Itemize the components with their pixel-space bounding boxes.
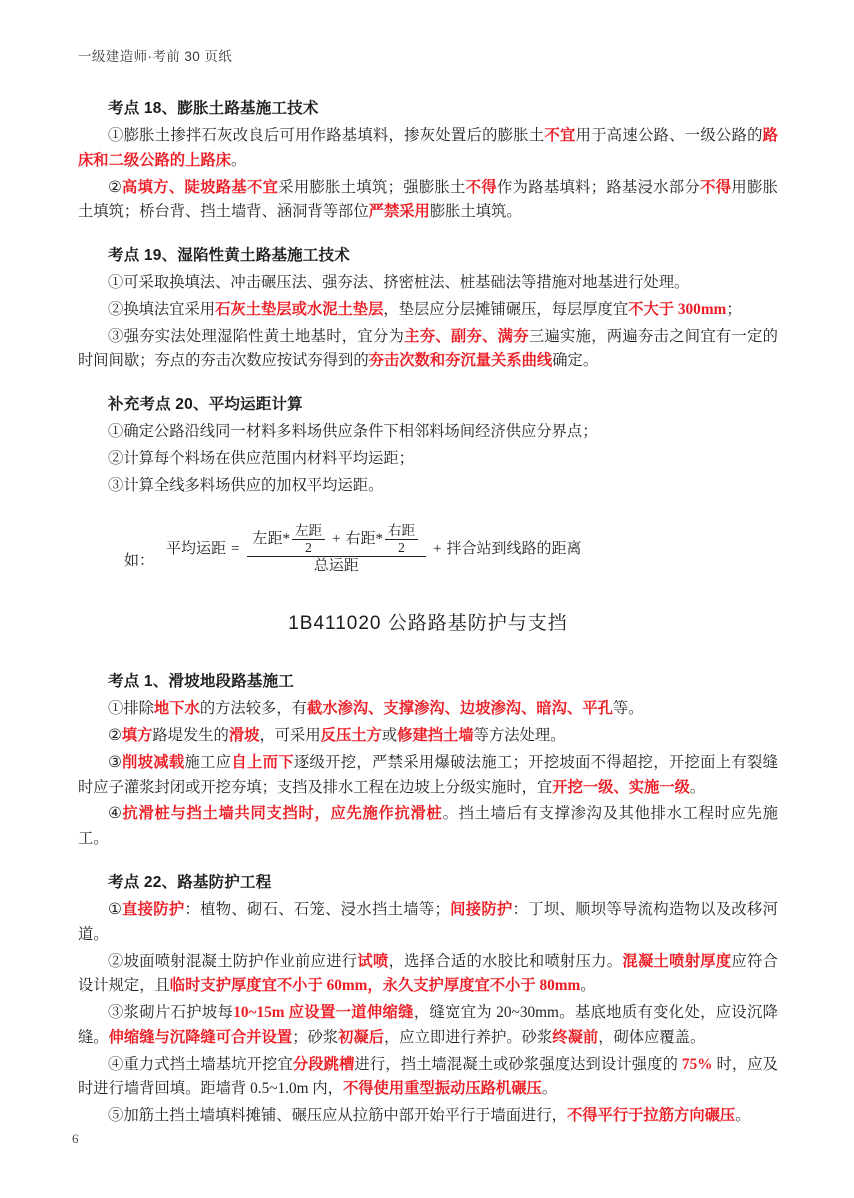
section-item	[78, 950, 778, 1000]
fraction-numerator	[247, 524, 427, 556]
emphasis-text: 严禁采用	[368, 203, 430, 221]
body-text: ，垫层应分层摊铺碾压，每层厚度宜	[383, 300, 629, 318]
item-marker: ③	[108, 1004, 124, 1022]
emphasis-text: 高填方、陡坡路基不宜	[122, 178, 279, 196]
emphasis-text: 直接防护	[122, 901, 185, 919]
running-header: 一级建造师·考前 30 页纸	[78, 49, 233, 64]
section-item	[78, 447, 778, 472]
emphasis-text: 地下水	[153, 700, 200, 718]
emphasis-text: 夯击次数和夯沉量关系曲线	[368, 352, 553, 370]
emphasis-text: 试喷	[357, 952, 389, 970]
body-text: 计算每个料场在供应范围内材料平均运距；	[123, 449, 414, 467]
emphasis-text: 不得	[700, 178, 732, 196]
section-block	[78, 669, 778, 852]
section-item	[78, 271, 778, 296]
item-marker: ④	[108, 805, 123, 823]
item-marker: ②	[108, 300, 124, 318]
body-text: 。	[689, 778, 706, 796]
emphasis-text: 抗滑桩与挡土墙共同支挡时，应先施作抗滑桩	[122, 805, 443, 823]
sections-group-one	[78, 96, 778, 498]
emphasis-text: 伸缩缝与沉降缝可合并设置	[108, 1028, 293, 1046]
emphasis-text: 路床和二级公路的上路床	[78, 127, 778, 169]
body-text: 。	[541, 1080, 558, 1098]
formula-tail-op: +	[433, 540, 442, 557]
body-text: 或	[381, 727, 398, 745]
body-text: 路堤发生的	[152, 727, 229, 745]
emphasis-text: 混凝土喷射厚度	[622, 952, 732, 970]
section-item	[78, 724, 778, 749]
body-text: 加筋土挡土墙填料摊铺、碾压应从拉筋中部开始平行于墙面进行，	[123, 1107, 567, 1125]
formula-lhs: 平均运距	[166, 540, 227, 557]
section-item	[78, 697, 778, 722]
page-content	[78, 96, 778, 1147]
emphasis-text: 不得	[465, 178, 498, 196]
section-item	[78, 802, 778, 852]
body-text: 三遍实施，两遍夯击之间宜有一定的时间间歇；夯点的夯击次数应按试夯得到的	[78, 327, 778, 370]
body-text: 的方法较多，有	[199, 700, 307, 718]
term1-inner-num: 左距	[295, 523, 323, 539]
section-item	[78, 751, 778, 801]
item-marker: ③	[108, 753, 123, 771]
term2-star: *	[375, 530, 383, 547]
numerator-plus: +	[332, 530, 341, 547]
term2-factor: 右距	[345, 530, 376, 547]
body-text: 排除	[123, 700, 154, 718]
emphasis-text: 临时支护厚度宜不小于 60mm，永久支护厚度宜不小于 80mm	[169, 977, 581, 995]
emphasis-text: 填方	[121, 727, 153, 745]
emphasis-text: 不得平行于拉筋方向碾压	[566, 1107, 736, 1125]
body-text: 确定。	[552, 352, 599, 370]
body-text: 进行，挡土墙混凝土或砂浆强度达到设计强度的	[354, 1055, 682, 1073]
emphasis-text: 10~15m 应设置一道伸缩缝	[233, 1004, 414, 1022]
body-text: 等方法处理。	[473, 727, 566, 745]
body-text: ；砂浆	[292, 1028, 339, 1046]
body-text: 应符合设计规定，且	[78, 952, 778, 995]
emphasis-text: 分段跳槽	[292, 1055, 355, 1073]
body-text: 用膨胀土填筑；桥台背、挡土墙背、涵洞背等部位	[78, 178, 778, 221]
body-text: 确定公路沿线同一材料多料场供应条件下相邻料场间经济供应分界点；	[123, 423, 598, 441]
body-text: 坡面喷射混凝土防护作业前应进行	[123, 952, 358, 970]
emphasis-text: 反压土方	[320, 727, 382, 745]
body-text: 换填法宜采用	[123, 300, 216, 318]
body-text: 重力式挡土墙基坑开挖宜	[123, 1055, 293, 1073]
emphasis-text: 截水渗沟、支撑渗沟、边坡渗沟、暗沟、平孔	[306, 700, 613, 718]
chapter-title: 1B411020 公路路基防护与支挡	[288, 613, 568, 635]
section-heading: 补充考点 20、平均运距计算	[108, 396, 303, 414]
emphasis-text: 间接防护	[449, 901, 513, 919]
term2-inner-fraction	[385, 524, 418, 554]
term1-inner-den: 2	[305, 539, 312, 555]
emphasis-text: 石灰土垫层或水泥土垫层	[215, 300, 384, 318]
term1-star: *	[282, 530, 291, 547]
section-block	[78, 870, 778, 1129]
body-text: ：丁坝、顺坝等导流构造物以及改移河道。	[78, 901, 778, 943]
section-item	[78, 124, 778, 174]
item-marker: ④	[108, 1055, 124, 1073]
section-block	[78, 243, 778, 374]
body-text: 膨胀土填筑。	[429, 203, 522, 221]
body-text: 时，应及时进行墙背回填。距墙背 0.5~1.0m 内，	[78, 1055, 778, 1098]
term2-inner-den: 2	[398, 539, 405, 555]
main-fraction	[247, 524, 427, 574]
body-text: ，选择合适的水胶比和喷射压力。	[388, 952, 623, 970]
body-text: 作为路基填料；路基浸水部分	[497, 178, 701, 196]
section-heading: 考点 18、膨胀土路基施工技术	[108, 100, 319, 117]
item-marker: ①	[108, 274, 124, 292]
formula-tail: 拌合站到线路的距离	[446, 540, 582, 557]
section-item	[78, 1001, 778, 1051]
body-text: 。	[580, 977, 596, 995]
term1-inner-fraction	[292, 524, 325, 554]
fraction-denominator: 总运距	[313, 558, 359, 575]
emphasis-text: 不得使用重型振动压路机碾压	[342, 1080, 542, 1098]
body-text: ，应立即进行养护。砂浆	[384, 1028, 553, 1046]
section-item	[78, 898, 778, 948]
body-text: 施工应	[184, 753, 232, 771]
section-heading: 考点 19、湿陷性黄土路基施工技术	[108, 247, 350, 265]
formula-equals: =	[231, 540, 240, 557]
body-text: 浆砌片石护坡每	[123, 1004, 234, 1022]
body-text: ，缝宽宜为 20~30mm。基底地质有变化处，应设沉降缝。	[78, 1004, 778, 1046]
emphasis-text: 滑坡	[228, 727, 260, 745]
section-item	[78, 298, 778, 323]
body-text: 。	[230, 151, 247, 169]
emphasis-text: 75%	[681, 1055, 713, 1073]
section-heading: 考点 22、路基防护工程	[108, 874, 272, 892]
emphasis-text: 削坡减载	[122, 753, 185, 771]
page-number: 6	[72, 1131, 79, 1146]
body-text: 采用膨胀土填筑；强膨胀土	[278, 178, 466, 196]
body-text: 用于高速公路、一级公路的	[575, 127, 763, 144]
section-heading: 考点 1、滑坡地段路基施工	[108, 673, 295, 691]
item-marker: ①	[108, 700, 124, 718]
emphasis-text: 自上而下	[231, 753, 294, 771]
body-text: 。	[735, 1107, 751, 1125]
body-text: 等。	[612, 700, 644, 718]
item-marker: ③	[108, 476, 124, 494]
item-marker: ②	[108, 727, 122, 745]
item-marker: ①	[108, 901, 123, 919]
term1-factor: 左距	[252, 530, 283, 547]
formula-label: 如：	[124, 553, 155, 570]
formula-block	[78, 524, 778, 574]
item-marker: ②	[108, 952, 124, 970]
body-text: 可采取换填法、冲击碾压法、强夯法、挤密桩法、桩基础法等措施对地基进行处理。	[123, 274, 690, 292]
item-marker: ③	[108, 327, 124, 345]
item-marker: ②	[108, 449, 124, 467]
item-marker: ⑤	[108, 1107, 124, 1125]
item-marker: ②	[108, 178, 123, 196]
item-marker: ①	[108, 423, 124, 441]
body-text: ；	[726, 300, 742, 318]
emphasis-text: 开挖一级、实施一级	[552, 778, 690, 796]
emphasis-text: 主夯、副夯、满夯	[404, 327, 529, 345]
section-item	[78, 474, 778, 499]
body-text: 逐级开挖，严禁采用爆破法施工；开挖坡面不得超挖，开挖面上有裂缝时应子灌浆封闭或开挖夯填；支挡及排水工程在边坡上分级实施时，宜	[78, 753, 778, 796]
section-block	[78, 96, 778, 225]
section-block	[78, 392, 778, 498]
emphasis-text: 不大于 300mm	[628, 300, 727, 318]
section-item	[78, 325, 778, 375]
section-item	[78, 1104, 778, 1129]
section-item	[78, 420, 778, 445]
emphasis-text: 不宜	[544, 127, 576, 144]
body-text: 膨胀土掺拌石灰改良后可用作路基填料，掺灰处置后的膨胀土	[123, 127, 545, 144]
term2-inner-num: 右距	[388, 523, 415, 539]
item-marker: ①	[108, 127, 124, 144]
emphasis-text: 终凝前	[552, 1028, 599, 1046]
body-text: 强夯实法处理湿陷性黄土地基时，宜分为	[123, 327, 405, 345]
emphasis-text: 修建挡土墙	[397, 727, 474, 745]
body-text: ：植物、砌石、石笼、浸水挡土墙等；	[184, 901, 450, 919]
section-item	[78, 176, 778, 226]
section-item	[78, 1053, 778, 1103]
average-haul-distance-equation	[166, 524, 581, 574]
body-text: 计算全线多料场供应的加权平均运距。	[123, 476, 384, 494]
emphasis-text: 初凝后	[338, 1028, 384, 1046]
body-text: 。挡土墙后有支撑渗沟及其他排水工程时应先施工。	[78, 805, 778, 848]
body-text: ，可采用	[259, 727, 321, 745]
sections-group-two	[78, 669, 778, 1128]
body-text: ，砌体应覆盖。	[598, 1028, 706, 1046]
